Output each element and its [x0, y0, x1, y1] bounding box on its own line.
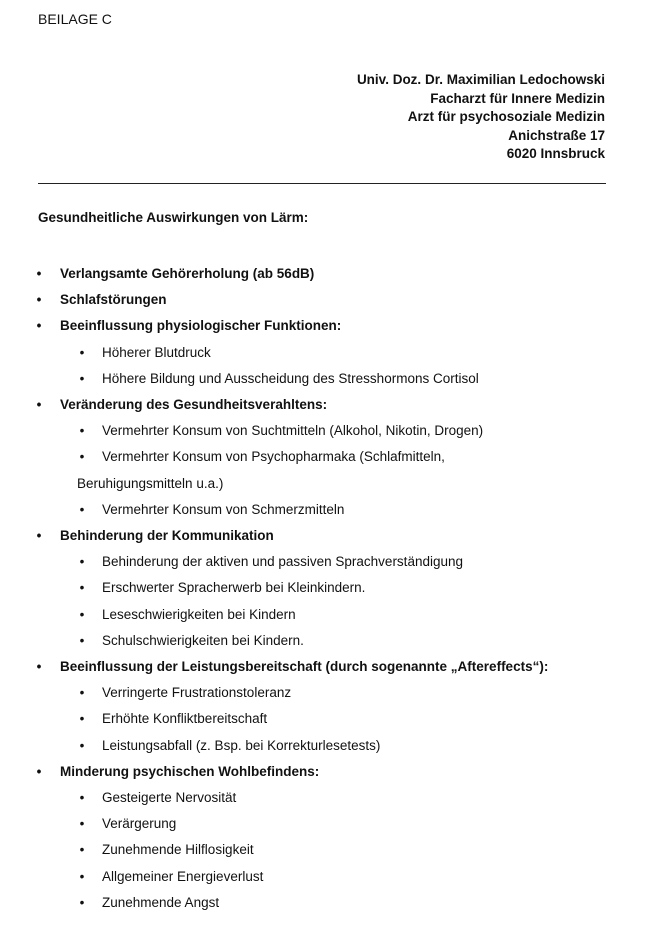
effect-item [0, 392, 657, 418]
bullet-icon: • [36, 659, 42, 675]
effect-subitem-text: Zunehmende Hilflosigkeit [102, 842, 254, 858]
bullet-icon: • [79, 894, 85, 910]
effect-subitem-text: Verringerte Frustrationstoleranz [102, 685, 292, 701]
sender-qualification: Arzt für psychosoziale Medizin [407, 109, 605, 124]
effect-subitem [0, 864, 657, 890]
effect-subitem [0, 444, 657, 470]
effect-subitem [0, 575, 657, 601]
bullet-icon: • [36, 266, 42, 281]
effect-subitem-text: Allgemeiner Energieverlust [102, 868, 264, 884]
sender-street: Anichstraße 17 [508, 127, 605, 143]
effect-subitem-text: Vermehrter Konsum von Psychopharmaka (Schlafmitteln, [102, 449, 445, 465]
bullet-icon: • [79, 632, 85, 648]
effect-subitem-text: Erschwerter Spracherwerb bei Kleinkindern. [102, 580, 366, 596]
effect-item-text: Veränderung des Gesundheitsverahltens: [60, 397, 328, 413]
effect-item [0, 287, 657, 313]
bullet-icon: • [79, 370, 85, 386]
effect-subitem [0, 680, 657, 706]
header-divider [38, 183, 606, 184]
effect-subitem-continuation-text: Beruhigungsmitteln u.a.) [77, 475, 224, 491]
bullet-icon: • [36, 528, 42, 544]
effect-subitem-text: Verärgerung [102, 816, 177, 832]
effect-item [0, 759, 657, 785]
effect-subitem-text: Erhöhte Konfliktbereitschaft [102, 711, 268, 727]
effect-subitem-text: Zunehmende Angst [102, 894, 220, 910]
bullet-icon: • [36, 763, 42, 779]
effect-subitem [0, 366, 657, 392]
bullet-icon: • [79, 606, 85, 622]
effect-subitem-text: Behinderung der aktiven und passiven Sprachverständigung [102, 554, 463, 570]
bullet-icon: • [79, 790, 85, 806]
effect-item [0, 313, 657, 339]
effect-subitem-text: Vermehrter Konsum von Suchtmitteln (Alkohol, Nikotin, Drogen) [102, 423, 484, 439]
effect-subitem-text: Schulschwierigkeiten bei Kindern. [102, 632, 304, 648]
effect-subitem [0, 549, 657, 575]
effect-subitem-text: Vermehrter Konsum von Schmerzmitteln [102, 501, 345, 517]
effect-subitem [0, 602, 657, 628]
effect-subitem [0, 497, 657, 523]
bullet-icon: • [79, 580, 85, 596]
bullet-icon: • [36, 292, 42, 308]
bullet-icon: • [79, 868, 85, 884]
sender-name: Univ. Doz. Dr. Maximilian Ledochowski [356, 72, 605, 87]
effect-subitem-text: Leseschwierigkeiten bei Kindern [102, 606, 296, 622]
section-heading: Gesundheitliche Auswirkungen von Lärm: [38, 210, 309, 225]
effect-item-text: Minderung psychischen Wohlbefindens: [60, 763, 320, 779]
bullet-icon: • [36, 397, 42, 413]
effect-item-text: Beeinflussung der Leistungsbereitschaft (durch sogenannte „Aftereffects“): [60, 659, 549, 675]
effect-subitem [0, 785, 657, 811]
sender-city: 6020 Innsbruck [506, 146, 605, 161]
sender-specialty: Facharzt für Innere Medizin [430, 90, 605, 106]
effect-subitem [0, 418, 657, 444]
effect-item-text: Verlangsamte Gehörerholung (ab 56dB) [60, 266, 315, 281]
bullet-icon: • [79, 816, 85, 832]
bullet-icon: • [79, 711, 85, 727]
bullet-icon: • [79, 344, 85, 360]
bullet-icon: • [79, 737, 85, 753]
bullet-icon: • [79, 501, 85, 517]
bullet-icon: • [79, 842, 85, 858]
effect-item [0, 654, 657, 680]
effect-subitem-text: Gesteigerte Nervosität [102, 790, 237, 806]
effect-item [0, 523, 657, 549]
effect-subitem [0, 733, 657, 759]
sender-address-block [357, 71, 605, 164]
bullet-icon: • [36, 318, 42, 334]
effect-subitem [0, 628, 657, 654]
effect-item-text: Behinderung der Kommunikation [60, 528, 274, 544]
bullet-icon: • [79, 449, 85, 465]
effect-subitem [0, 890, 657, 916]
effects-list [0, 261, 657, 916]
effect-subitem-text: Höhere Bildung und Ausscheidung des Stresshormons Cortisol [102, 370, 479, 386]
effect-subitem [0, 811, 657, 837]
effect-item [0, 261, 657, 287]
effect-subitem [0, 340, 657, 366]
effect-item-text: Schlafstörungen [60, 292, 167, 308]
effect-subitem [0, 706, 657, 732]
effect-subitem [0, 837, 657, 863]
bullet-icon: • [79, 554, 85, 570]
effect-subitem-text: Höherer Blutdruck [102, 344, 211, 360]
effect-subitem-text: Leistungsabfall (z. Bsp. bei Korrekturlesetests) [102, 737, 381, 753]
bullet-icon: • [79, 423, 85, 439]
effect-item-text: Beeinflussung physiologischer Funktionen: [60, 318, 342, 334]
attachment-label: BEILAGE C [38, 11, 112, 27]
bullet-icon: • [79, 685, 85, 701]
effect-subitem-continuation [0, 471, 657, 497]
